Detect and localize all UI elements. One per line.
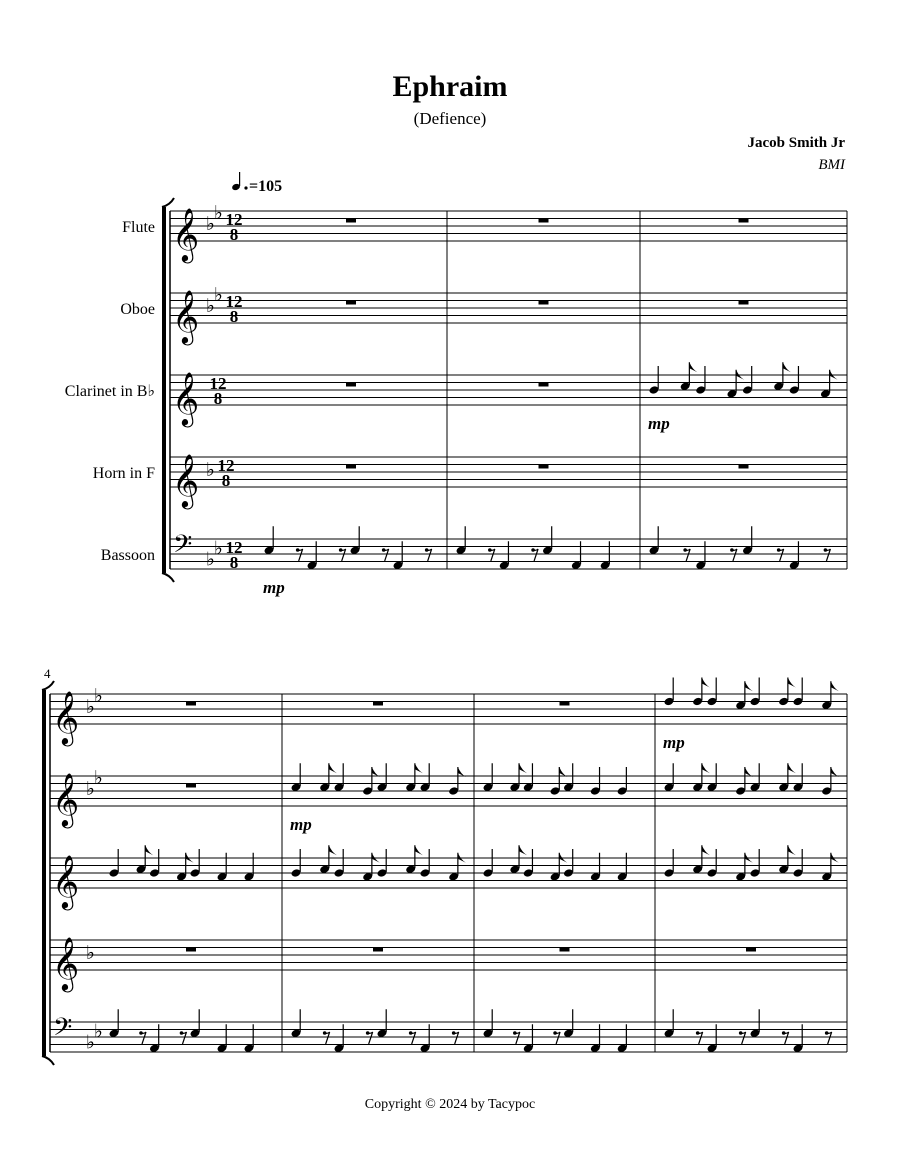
- measure-7-staff-3: [664, 845, 839, 881]
- flat-sign-icon: ♭: [206, 548, 215, 571]
- instrument-name: Horn in F: [92, 465, 155, 482]
- flat-sign-icon: ♭: [86, 696, 95, 718]
- flat-sign-icon: ♭: [214, 537, 223, 560]
- eighth-rest-tail: [411, 1032, 416, 1044]
- eighth-rest-tail: [685, 549, 690, 561]
- staff-1: [122, 202, 847, 263]
- staff-3: [65, 371, 847, 427]
- bracket-top-hook: [42, 681, 54, 690]
- measure-3-staff-3: [649, 362, 838, 398]
- measure-3-staff-1: [739, 219, 749, 223]
- note-flag: [783, 362, 791, 372]
- eighth-rest-tail: [427, 549, 432, 561]
- staff-3: [50, 854, 847, 910]
- treble-clef-icon: 𝄞: [52, 854, 80, 908]
- note-flag: [702, 763, 710, 773]
- system-1: [65, 198, 847, 597]
- dynamic-marking: mp: [290, 815, 312, 834]
- measure-number: 4: [44, 666, 51, 681]
- measure-6-staff-4: [560, 948, 570, 952]
- staff-4: [93, 453, 847, 509]
- measure-4-staff-3: [109, 845, 255, 881]
- time-signature-top: 12: [225, 538, 243, 557]
- dynamic-marking: mp: [263, 578, 285, 597]
- bass-clef-icon: 𝄢: [53, 1013, 73, 1048]
- instrument-name: Clarinet in B♭: [64, 383, 155, 400]
- measure-2-staff-1: [539, 219, 549, 223]
- measure-1-staff-5: [264, 526, 432, 570]
- whole-rest: [186, 784, 196, 788]
- measure-2-staff-5: [456, 526, 611, 570]
- whole-rest: [186, 948, 196, 952]
- eighth-rest-tail: [341, 549, 346, 561]
- time-signature-top: 12: [225, 292, 243, 311]
- measure-5-staff-5: [291, 1009, 459, 1053]
- time-signature-bottom: 8: [229, 225, 239, 244]
- whole-rest: [346, 219, 356, 223]
- time-signature-bottom: 8: [213, 389, 223, 408]
- note-flag: [702, 845, 710, 855]
- system-bracket: [42, 690, 46, 1056]
- measure-3-staff-2: [739, 301, 749, 305]
- measure-6-staff-3: [483, 845, 628, 881]
- flat-sign-icon: ♭: [206, 213, 215, 235]
- eighth-rest-tail: [825, 549, 830, 561]
- whole-rest: [539, 383, 549, 387]
- note-flag: [519, 763, 527, 773]
- dynamic-marking: mp: [663, 733, 685, 752]
- whole-rest: [539, 465, 549, 469]
- eighth-rest-tail: [384, 549, 389, 561]
- score-subtitle: (Defience): [413, 109, 487, 128]
- staff-5: [50, 1013, 847, 1054]
- eighth-rest-tail: [368, 1032, 373, 1044]
- composer-affiliation: BMI: [818, 157, 845, 173]
- measure-6-staff-1: [560, 702, 570, 706]
- flat-sign-icon: ♭: [94, 684, 103, 707]
- measure-5-staff-3: [291, 845, 466, 881]
- flat-sign-icon: ♭: [86, 1031, 95, 1054]
- bracket-bottom-hook: [42, 1056, 54, 1065]
- measure-3-staff-4: [739, 465, 749, 469]
- eighth-rest-tail: [490, 549, 495, 561]
- measure-7-staff-4: [746, 948, 756, 952]
- system-bracket: [162, 207, 166, 573]
- note-flag: [415, 763, 423, 773]
- dynamic-marking: mp: [648, 414, 670, 433]
- tempo-marking: [231, 172, 282, 195]
- score-title: Ephraim: [392, 70, 508, 103]
- note-flag: [788, 678, 796, 688]
- measure-1-staff-2: [346, 301, 356, 305]
- time-signature-bottom: 8: [229, 307, 239, 326]
- time-signature-top: 12: [225, 210, 243, 229]
- whole-rest: [373, 948, 383, 952]
- measure-3-staff-5: [649, 526, 831, 570]
- flat-sign-icon: ♭: [214, 201, 223, 224]
- flat-sign-icon: ♭: [94, 1020, 103, 1043]
- note-flag: [329, 845, 337, 855]
- time-signature-top: 12: [217, 456, 235, 475]
- whole-rest: [346, 301, 356, 305]
- whole-rest: [560, 702, 570, 706]
- measure-4-staff-5: [109, 1009, 255, 1053]
- treble-clef-icon: 𝄞: [52, 936, 80, 990]
- time-signature-bottom: 8: [221, 471, 231, 490]
- note-flag: [745, 681, 753, 691]
- bracket-bottom-hook: [162, 573, 174, 582]
- staff-2: [50, 767, 847, 828]
- flat-sign-icon: ♭: [206, 295, 215, 317]
- whole-rest: [739, 301, 749, 305]
- instrument-name: Flute: [122, 219, 155, 236]
- eighth-rest-tail: [141, 1032, 146, 1044]
- whole-rest: [746, 948, 756, 952]
- tempo-value: =105: [249, 178, 283, 195]
- whole-rest: [739, 219, 749, 223]
- bracket-top-hook: [162, 198, 174, 207]
- whole-rest: [539, 219, 549, 223]
- eighth-rest-tail: [698, 1032, 703, 1044]
- note-flag: [788, 763, 796, 773]
- instrument-name: Bassoon: [100, 547, 155, 564]
- whole-rest: [373, 702, 383, 706]
- note-flag: [415, 845, 423, 855]
- eighth-rest-tail: [827, 1032, 832, 1044]
- system-2: [42, 666, 847, 1065]
- treble-clef-icon: 𝄞: [172, 453, 200, 507]
- composer-name: Jacob Smith Jr: [747, 135, 845, 151]
- measure-1-staff-3: [346, 383, 356, 387]
- treble-clef-icon: 𝄞: [52, 690, 80, 744]
- eighth-rest-tail: [784, 1032, 789, 1044]
- time-signature-top: 12: [209, 374, 227, 393]
- flat-sign-icon: ♭: [86, 942, 95, 964]
- tempo-dot: [244, 186, 247, 189]
- copyright-notice: Copyright © 2024 by Tacypoc: [364, 1097, 536, 1112]
- flat-sign-icon: ♭: [86, 778, 95, 800]
- eighth-rest-tail: [454, 1032, 459, 1044]
- staff-2: [120, 284, 847, 345]
- whole-rest: [186, 702, 196, 706]
- measure-7-staff-5: [664, 1009, 832, 1053]
- treble-clef-icon: 𝄞: [172, 207, 200, 261]
- whole-rest: [560, 948, 570, 952]
- whole-rest: [739, 465, 749, 469]
- eighth-rest-tail: [515, 1032, 520, 1044]
- whole-rest: [346, 383, 356, 387]
- whole-rest: [539, 301, 549, 305]
- staff-1: [50, 685, 847, 746]
- bass-clef-icon: 𝄢: [173, 530, 193, 565]
- eighth-rest-tail: [555, 1032, 560, 1044]
- measure-5-staff-1: [373, 702, 383, 706]
- eighth-rest-tail: [741, 1032, 746, 1044]
- note-flag: [831, 681, 839, 691]
- eighth-rest-tail: [182, 1032, 187, 1044]
- flat-sign-icon: ♭: [214, 283, 223, 306]
- note-flag: [689, 362, 697, 372]
- staff-4: [50, 936, 847, 992]
- note-flag: [519, 845, 527, 855]
- measure-2-staff-2: [539, 301, 549, 305]
- eighth-rest-tail: [533, 549, 538, 561]
- measure-5-staff-4: [373, 948, 383, 952]
- note-flag: [702, 678, 710, 688]
- measure-4-staff-4: [186, 948, 196, 952]
- treble-clef-icon: 𝄞: [52, 772, 80, 826]
- measure-6-staff-5: [483, 1009, 628, 1053]
- note-flag: [145, 845, 153, 855]
- instrument-name: Oboe: [120, 301, 155, 318]
- whole-rest: [346, 465, 356, 469]
- measure-2-staff-3: [539, 383, 549, 387]
- staff-5: [101, 530, 847, 572]
- measure-2-staff-4: [539, 465, 549, 469]
- measure-4-staff-1: [186, 702, 196, 706]
- flat-sign-icon: ♭: [206, 459, 215, 481]
- measure-4-staff-2: [186, 784, 196, 788]
- eighth-rest-tail: [732, 549, 737, 561]
- time-signature-bottom: 8: [229, 553, 239, 572]
- eighth-rest-tail: [298, 549, 303, 561]
- measure-1-staff-1: [346, 219, 356, 223]
- flat-sign-icon: ♭: [94, 766, 103, 789]
- treble-clef-icon: 𝄞: [172, 289, 200, 343]
- treble-clef-icon: 𝄞: [172, 371, 200, 425]
- eighth-rest-tail: [779, 549, 784, 561]
- measure-1-staff-4: [346, 465, 356, 469]
- eighth-rest-tail: [325, 1032, 330, 1044]
- note-flag: [788, 845, 796, 855]
- note-flag: [329, 763, 337, 773]
